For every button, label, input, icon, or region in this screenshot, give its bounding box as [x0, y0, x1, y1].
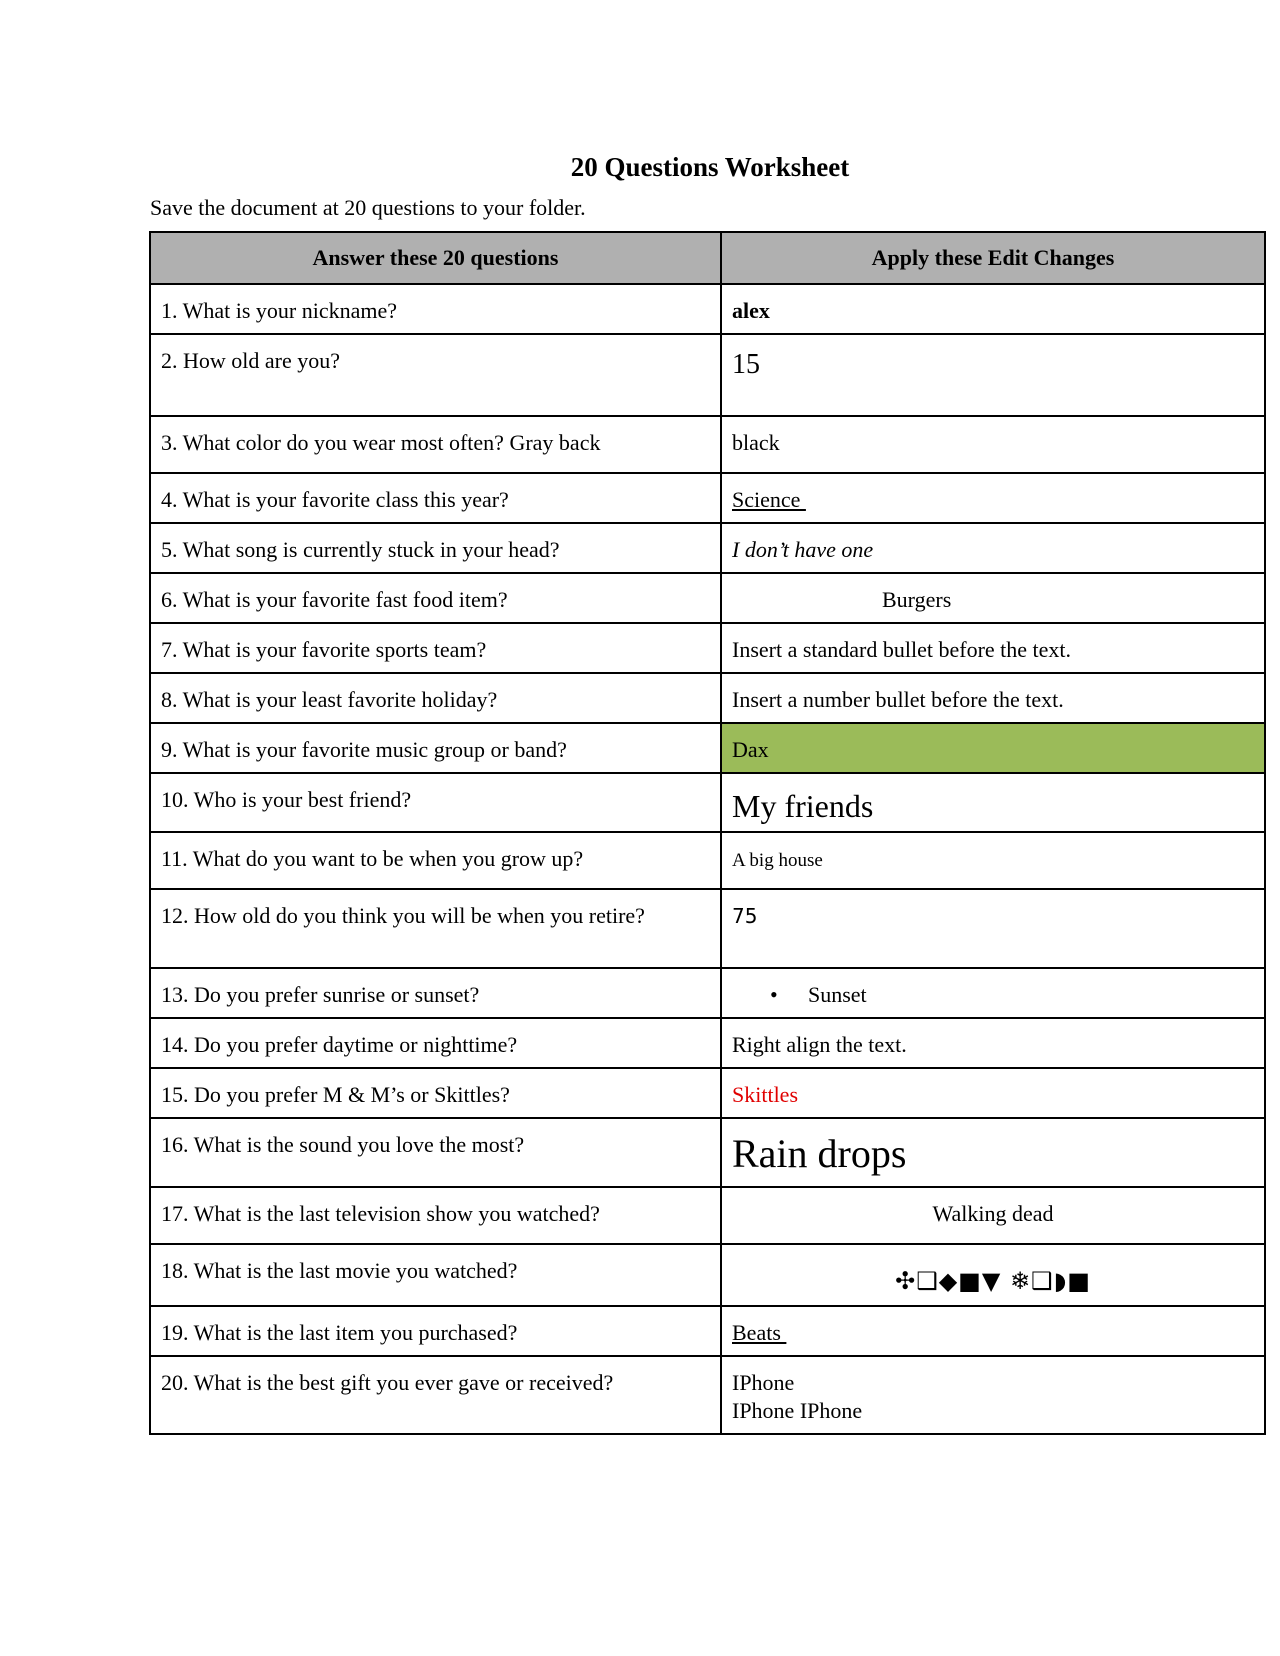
- answer-text: Right align the text.: [732, 1032, 907, 1057]
- question-cell: 1. What is your nickname?: [150, 284, 721, 334]
- answer-text: alex: [732, 298, 770, 323]
- answer-cell: [721, 1306, 1265, 1356]
- answer-text: Dax: [732, 737, 769, 762]
- question-cell: 3. What color do you wear most often? Gray back: [150, 416, 721, 473]
- question-cell: 10. Who is your best friend?: [150, 773, 721, 832]
- question-cell: 17. What is the last television show you watched?: [150, 1187, 721, 1244]
- answer-text: A big house: [732, 850, 823, 871]
- answer-cell: [721, 673, 1265, 723]
- question-cell: 15. Do you prefer M & M’s or Skittles?: [150, 1068, 721, 1118]
- table-row: [150, 773, 1265, 832]
- answer-text: Insert a number bullet before the text.: [732, 687, 1064, 712]
- table-row: [150, 889, 1265, 968]
- question-cell: 20. What is the best gift you ever gave or received?: [150, 1356, 721, 1434]
- answer-cell: [721, 623, 1265, 673]
- answer-text: Insert a standard bullet before the text.: [732, 637, 1072, 662]
- answer-text-line-2: IPhone IPhone: [732, 1398, 863, 1423]
- question-cell: 19. What is the last item you purchased?: [150, 1306, 721, 1356]
- question-cell: 7. What is your favorite sports team?: [150, 623, 721, 673]
- answer-text: Walking dead: [932, 1201, 1054, 1226]
- questions-table: [149, 231, 1266, 1435]
- table-row: [150, 416, 1265, 473]
- table-row: [150, 1244, 1265, 1306]
- answer-text: 15: [732, 349, 760, 380]
- answer-cell: [721, 1244, 1265, 1306]
- bullet-symbol: •: [770, 982, 778, 1007]
- answer-text: My friends: [732, 788, 874, 824]
- header-edit-changes: Apply these Edit Changes: [721, 232, 1265, 284]
- answer-text-line-1: IPhone: [732, 1370, 795, 1395]
- question-cell: 8. What is your least favorite holiday?: [150, 673, 721, 723]
- table-row: [150, 723, 1265, 773]
- answer-text: black: [732, 430, 780, 455]
- answer-cell: [721, 1356, 1265, 1434]
- answer-cell-highlighted: [721, 723, 1265, 773]
- answer-cell: [721, 1118, 1265, 1187]
- table-row: [150, 968, 1265, 1018]
- answer-text: Sunset: [808, 982, 867, 1007]
- answer-cell: [721, 889, 1265, 968]
- table-row: [150, 623, 1265, 673]
- question-cell: 6. What is your favorite fast food item?: [150, 573, 721, 623]
- table-row: [150, 573, 1265, 623]
- document-title: 20 Questions Worksheet: [570, 152, 850, 182]
- symbol-font-answer: ✣❑◆■▼ ❄❑◗■: [895, 1267, 1091, 1295]
- answer-cell: [721, 1187, 1265, 1244]
- table-row: [150, 334, 1265, 416]
- answer-cell: [721, 832, 1265, 889]
- table-row: [150, 523, 1265, 573]
- table-row: [150, 1118, 1265, 1187]
- answer-cell: [721, 968, 1265, 1018]
- question-cell: 14. Do you prefer daytime or nighttime?: [150, 1018, 721, 1068]
- table-row: [150, 1018, 1265, 1068]
- answer-text: Rain drops: [732, 1131, 907, 1176]
- answer-cell: [721, 416, 1265, 473]
- answer-text: 75: [732, 904, 758, 928]
- question-cell: 2. How old are you?: [150, 334, 721, 416]
- answer-cell: [721, 573, 1265, 623]
- answer-cell: [721, 284, 1265, 334]
- answer-cell: [721, 1018, 1265, 1068]
- table-row: [150, 1356, 1265, 1434]
- answer-cell: [721, 473, 1265, 523]
- answer-text: Burgers: [882, 587, 952, 612]
- answer-cell: [721, 334, 1265, 416]
- question-cell: 9. What is your favorite music group or band?: [150, 723, 721, 773]
- table-row: [150, 1068, 1265, 1118]
- table-row: [150, 284, 1265, 334]
- table-row: [150, 473, 1265, 523]
- answer-text: Science: [732, 487, 806, 512]
- question-cell: 11. What do you want to be when you grow up?: [150, 832, 721, 889]
- question-cell: 16. What is the sound you love the most?: [150, 1118, 721, 1187]
- answer-cell: [721, 773, 1265, 832]
- table-row: [150, 1306, 1265, 1356]
- answer-cell: [721, 523, 1265, 573]
- bulleted-answer: [732, 981, 867, 1009]
- table-header-row: [150, 232, 1265, 284]
- question-cell: 18. What is the last movie you watched?: [150, 1244, 721, 1306]
- table-row: [150, 1187, 1265, 1244]
- question-cell: 5. What song is currently stuck in your head?: [150, 523, 721, 573]
- answer-text: I don’t have one: [732, 537, 874, 562]
- table-row: [150, 673, 1265, 723]
- table-row: [150, 832, 1265, 889]
- intro-instruction: Save the document at 20 questions to your folder.: [150, 195, 586, 220]
- question-cell: 4. What is your favorite class this year?: [150, 473, 721, 523]
- header-questions: Answer these 20 questions: [150, 232, 721, 284]
- question-cell: 13. Do you prefer sunrise or sunset?: [150, 968, 721, 1018]
- answer-text: Skittles: [732, 1082, 799, 1107]
- answer-text: Beats: [732, 1320, 787, 1345]
- answer-cell: [721, 1068, 1265, 1118]
- question-cell: 12. How old do you think you will be when you retire?: [150, 889, 721, 968]
